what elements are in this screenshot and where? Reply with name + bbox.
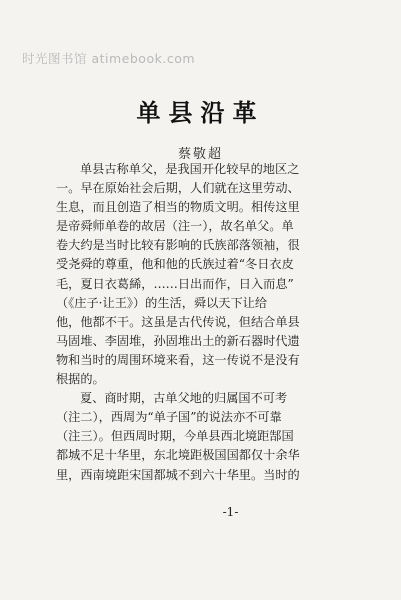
text-line: 毛，夏日衣葛絺，……日出而作，日入而息” — [56, 276, 294, 291]
text-line: 受尧舜的尊重，他和他的氏族过着“冬日衣皮 — [56, 257, 294, 272]
page-title: 单县沿革 — [136, 99, 265, 127]
text-line: 一。早在原始社会后期，人们就在这里劳动、 — [56, 181, 300, 196]
text-line: 生息，而且创造了相当的物质文明。相传这里 — [56, 200, 300, 215]
page-number: -1- — [222, 505, 239, 519]
text-line: （注三）。但西周时期，今单县西北境距郜国 — [56, 429, 294, 444]
text-line: 夏、商时期，古单父地的归属国不可考 — [80, 391, 288, 406]
article-body — [56, 160, 372, 485]
text-line: 卷大约是当时比较有影响的氏族部落领袖，很 — [56, 238, 300, 253]
text-line: 都城不足十华里，东北境距极国国都仅十余华 — [56, 448, 300, 463]
text-line: 是帝舜师单卷的故居（注一），故名单父。单 — [56, 219, 294, 234]
text-line: 他，他都不干。这虽是古代传说，但结合单县 — [56, 314, 300, 329]
text-line: 根据的。 — [56, 372, 105, 387]
text-line: 物和当时的周围环境来看，这一传说不是没有 — [56, 352, 300, 367]
watermark: 时光图书馆 atimebook.com — [22, 51, 196, 66]
text-line: （注二），西周为“单子国”的说法亦不可靠 — [56, 410, 282, 425]
text-line: 单县古称单父，是我国开化较早的地区之 — [80, 162, 300, 176]
scan-artifact — [200, 519, 280, 525]
text-line: 马固堆、李固堆，孙固堆出土的新石器时代遗 — [56, 333, 300, 348]
text-line: （《庄子·让王》）的生活，舜以天下让给 — [56, 295, 268, 310]
text-line: 里，西南境距宋国都城不到六十华里。当时的 — [56, 467, 300, 482]
author-name: 蔡敬超 — [177, 147, 223, 162]
